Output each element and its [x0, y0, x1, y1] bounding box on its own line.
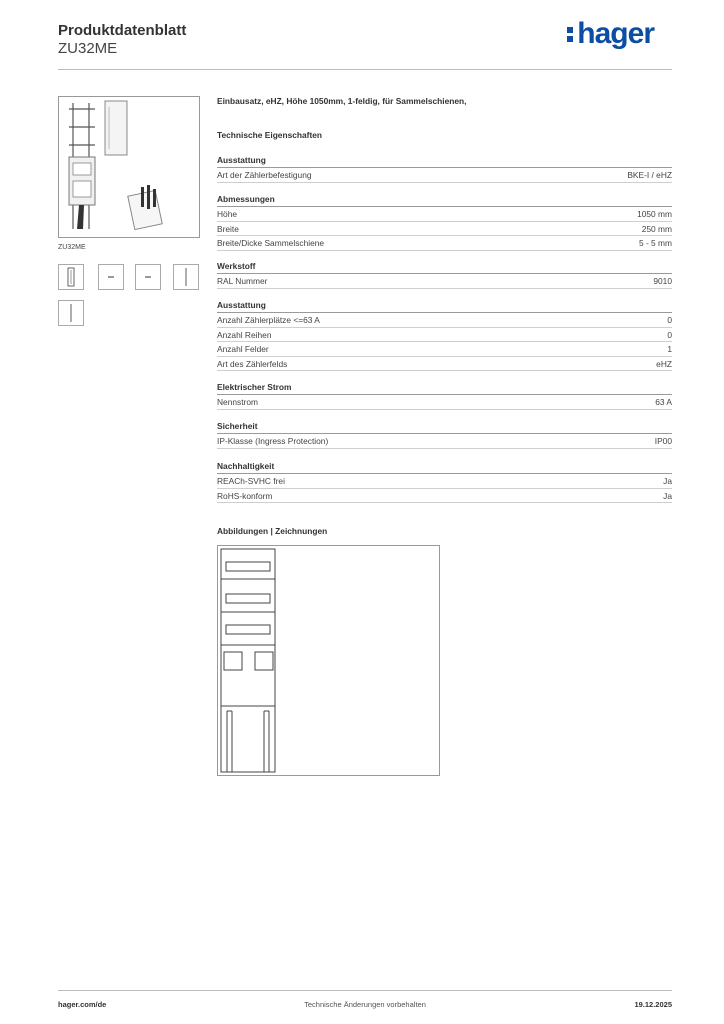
section-ausstattung-1	[217, 154, 672, 183]
spec-row	[217, 342, 672, 357]
thumbnail-5[interactable]	[58, 300, 84, 326]
thumbnail-1[interactable]	[58, 264, 84, 290]
hager-logo	[567, 19, 654, 49]
spec-value: 250 mm	[641, 223, 672, 234]
product-description: Einbausatz, eHZ, Höhe 1050mm, 1-feldig, für Sammelschienen,	[217, 96, 467, 106]
section-title: Ausstattung	[217, 154, 672, 168]
thumbnail-2[interactable]	[98, 264, 124, 290]
technical-properties-heading: Technische Eigenschaften	[217, 130, 323, 140]
section-elektrischer-strom	[217, 381, 672, 410]
spec-row	[217, 168, 672, 183]
section-title: Abmessungen	[217, 193, 672, 207]
spec-row	[217, 474, 672, 489]
website-link[interactable]: hager.com/de	[58, 1000, 107, 1009]
section-werkstoff	[217, 260, 672, 289]
spec-value: 9010	[653, 276, 672, 286]
spec-row	[217, 395, 672, 410]
product-photo[interactable]	[58, 96, 200, 238]
thumbnail-4[interactable]	[173, 264, 199, 290]
spec-row	[217, 222, 672, 237]
spec-value: BKE-I / eHZ	[627, 170, 672, 180]
spec-value: 0	[667, 329, 672, 340]
spec-value: 0	[667, 315, 672, 325]
section-title: Werkstoff	[217, 260, 672, 274]
spec-label: Nennstrom	[217, 397, 258, 407]
spec-row	[217, 328, 672, 343]
technical-drawing[interactable]	[217, 545, 440, 776]
spec-row	[217, 357, 672, 372]
section-nachhaltigkeit	[217, 460, 672, 503]
spec-row	[217, 313, 672, 328]
photo-caption: ZU32ME	[58, 244, 86, 251]
spec-value: 1	[667, 344, 672, 354]
spec-row	[217, 434, 672, 449]
section-sicherheit	[217, 420, 672, 449]
spec-value: 5 - 5 mm	[638, 238, 672, 248]
spec-row	[217, 236, 672, 251]
spec-value: 1050 mm	[637, 209, 672, 219]
section-ausstattung-2	[217, 299, 672, 371]
spec-row	[217, 274, 672, 289]
logo-colon-icon	[567, 23, 575, 45]
section-abmessungen	[217, 193, 672, 251]
product-illustration	[59, 97, 199, 237]
cabinet-drawing	[218, 546, 439, 775]
section-title: Nachhaltigkeit	[217, 460, 672, 474]
drawings-heading: Abbildungen | Zeichnungen	[217, 526, 328, 536]
spec-label: Anzahl Felder	[217, 344, 269, 354]
spec-value: 63 A	[655, 397, 672, 407]
spec-label: Art der Zählerbefestigung	[217, 170, 312, 180]
section-title: Ausstattung	[217, 299, 672, 313]
spec-label: RAL Nummer	[217, 276, 268, 286]
spec-row	[217, 489, 672, 504]
logo-wordmark: hager	[577, 17, 654, 50]
document-date: 19.12.2025	[634, 1000, 672, 1009]
spec-row	[217, 207, 672, 222]
footer-note: Technische Änderungen vorbehalten	[304, 1000, 426, 1009]
spec-value: Ja	[663, 476, 672, 486]
spec-label: Breite	[217, 223, 239, 234]
spec-label: RoHS-konform	[217, 490, 273, 501]
spec-value: IP00	[654, 436, 672, 446]
spec-label: Art des Zählerfelds	[217, 358, 288, 369]
spec-value: eHZ	[656, 358, 672, 369]
spec-label: Anzahl Reihen	[217, 329, 272, 340]
document-title: Produktdatenblatt	[58, 22, 187, 39]
spec-label: IP-Klasse (Ingress Protection)	[217, 436, 329, 446]
page-footer	[58, 990, 672, 1016]
product-code: ZU32ME	[58, 40, 118, 57]
spec-value: Ja	[663, 490, 672, 501]
thumbnail-3[interactable]	[135, 264, 161, 290]
spec-label: REACh-SVHC frei	[217, 476, 285, 486]
spec-label: Höhe	[217, 209, 238, 219]
spec-label: Anzahl Zählerplätze <=63 A	[217, 315, 320, 325]
page-header	[58, 17, 672, 70]
section-title: Sicherheit	[217, 420, 672, 434]
section-title: Elektrischer Strom	[217, 381, 672, 395]
spec-label: Breite/Dicke Sammelschiene	[217, 238, 325, 248]
